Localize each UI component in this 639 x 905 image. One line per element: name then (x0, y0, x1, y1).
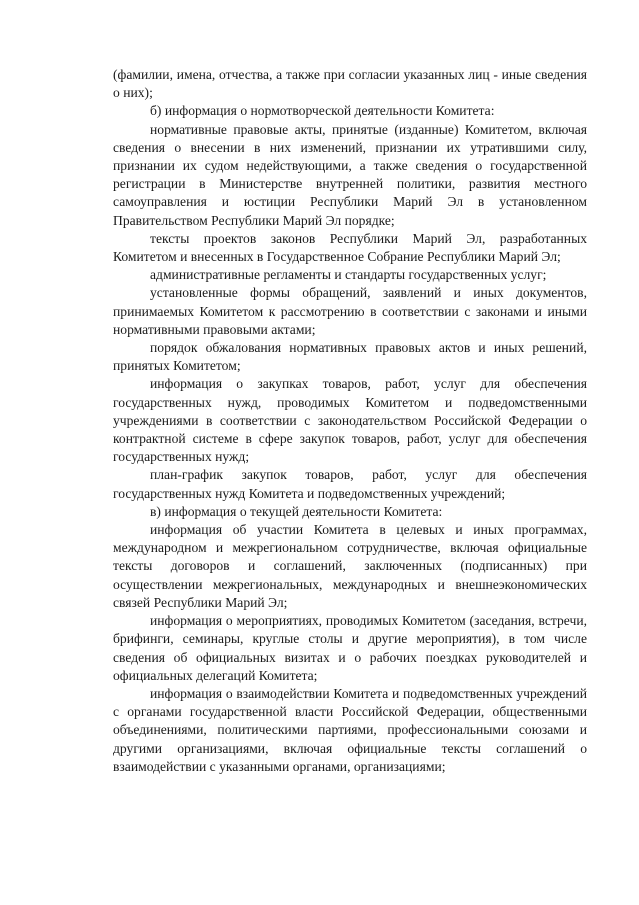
paragraph: план-график закупок товаров, работ, услуг для обеспечения государственных нужд Комитета и подведомственных учреждений; (113, 467, 587, 501)
paragraph-section-c-heading: в) информация о текущей деятельности Комитета: (150, 503, 443, 519)
paragraph: тексты проектов законов Республики Марий Эл, разработанных Комитетом и внесенных в Государственное Собрание Республики Марий Эл; (113, 230, 587, 265)
paragraph: нормативные правовые акты, принятые (изданные) Комитетом, включая сведения о внесении в них изменений, признании их утратившими силу, признании их судом недействующими, а также сведения о государственной регистрации в Министерстве внутренней политики, развития местного самоуправления и юстиции Республики Марий Эл в установленном Правительством Республики Марий Эл порядке; (113, 121, 587, 228)
paragraph-continuation: (фамилии, имена, отчества, а также при согласии указанных лиц - иные сведения о них); (113, 67, 587, 101)
paragraph: порядок обжалования нормативных правовых актов и иных решений, принятых Комитетом; (113, 340, 587, 374)
paragraph: информация об участии Комитета в целевых и иных программах, международном и межрегиональном сотрудничестве, включая официальные тексты договоров и соглашений, заключенных (подписанных) при осуществлении межрегиональных, международных и внешнеэкономических связей Республики Марий Эл; (113, 522, 587, 610)
document-body (113, 66, 587, 776)
paragraph: административные регламенты и стандарты государственных услуг; (150, 267, 547, 283)
paragraph-section-b-heading: б) информация о нормотворческой деятельности Комитета: (150, 103, 495, 119)
paragraph: информация о мероприятиях, проводимых Комитетом (заседания, встречи, брифинги, семинары, круглые столы и другие мероприятия), в том числе сведения об официальных визитах и о рабочих поездках руководителей и официальных делегаций Комитета; (113, 613, 587, 683)
paragraph: информация о взаимодействии Комитета и подведомственных учреждений с органами государственной власти Российской Федерации, общественными объединениями, политическими партиями, профессиональными союзами и другими организациями, включая официальные тексты соглашений о взаимодействии с указанными органами, организациями; (113, 685, 587, 774)
paragraph: информация о закупках товаров, работ, услуг для обеспечения государственных нужд, проводимых Комитетом и подведомственными учреждениями в соответствии с законодательством Российской Федерации о контрактной системе в сфере закупок товаров, работ, услуг для обеспечения государственных нужд; (113, 376, 587, 465)
paragraph: установленные формы обращений, заявлений и иных документов, принимаемых Комитетом к рассмотрению в соответствии с законами и иными нормативными правовыми актами; (113, 285, 587, 337)
